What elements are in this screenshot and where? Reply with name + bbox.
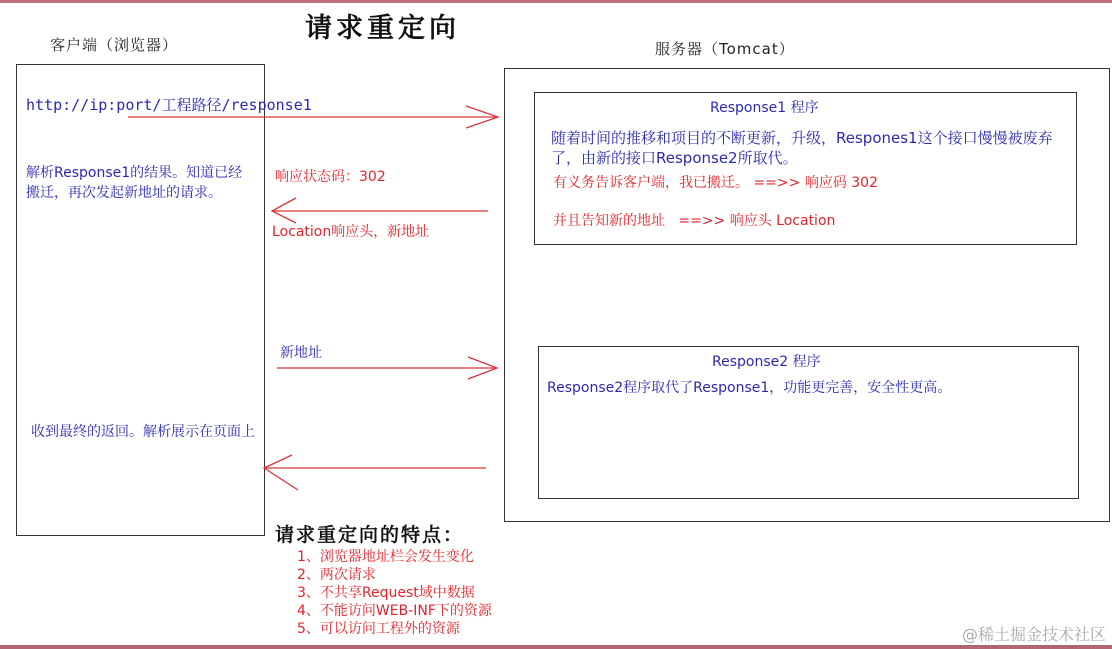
watermark: @稀土掘金技术社区	[961, 625, 1106, 644]
location-header-label: Location响应头，新地址	[272, 224, 430, 240]
feature-item: 3、不共享Request域中数据	[297, 585, 475, 601]
feature-item: 1、浏览器地址栏会发生变化	[297, 549, 474, 565]
client-parse-text: 解析Response1的结果。知道已经搬迁，再次发起新地址的请求。	[26, 165, 243, 201]
server-label: 服务器（Tomcat）	[655, 40, 795, 58]
diagram-title: 请求重定向	[305, 13, 460, 44]
feature-item: 2、两次请求	[297, 567, 376, 583]
bottom-border	[0, 645, 1112, 649]
features-title: 请求重定向的特点：	[275, 524, 465, 546]
arrow-left-icon	[264, 455, 486, 490]
response1-code-line: 有义务告诉客户端，我已搬迁。 ==>> 响应码 302	[553, 175, 878, 191]
new-address-label: 新地址	[280, 345, 322, 361]
client-final-text: 收到最终的返回。解析展示在页面上	[31, 424, 255, 440]
response1-title: Response1 程序	[710, 100, 819, 116]
arrow-left-icon	[272, 198, 488, 223]
response1-location-line: 并且告知新的地址 ==>> 响应头 Location	[553, 213, 836, 229]
arrow-right-icon	[277, 357, 497, 379]
client-label: 客户端（浏览器）	[50, 36, 179, 54]
feature-item: 5、可以访问工程外的资源	[297, 621, 460, 637]
response2-title: Response2 程序	[712, 354, 821, 370]
response2-desc: Response2程序取代了Response1，功能更完善，安全性更高。	[547, 380, 952, 396]
arrow-right-icon	[128, 106, 498, 128]
feature-item: 4、不能访问WEB-INF下的资源	[297, 603, 492, 619]
features-list	[297, 548, 492, 638]
client-url: http://ip:port/工程路径/response1	[26, 96, 312, 114]
status-code-label: 响应状态码：302	[275, 169, 386, 185]
response1-desc: 随着时间的推移和项目的不断更新，升级，Respones1这个接口慢慢被废弃了，由新的接口Response2所取代。	[551, 129, 1053, 167]
